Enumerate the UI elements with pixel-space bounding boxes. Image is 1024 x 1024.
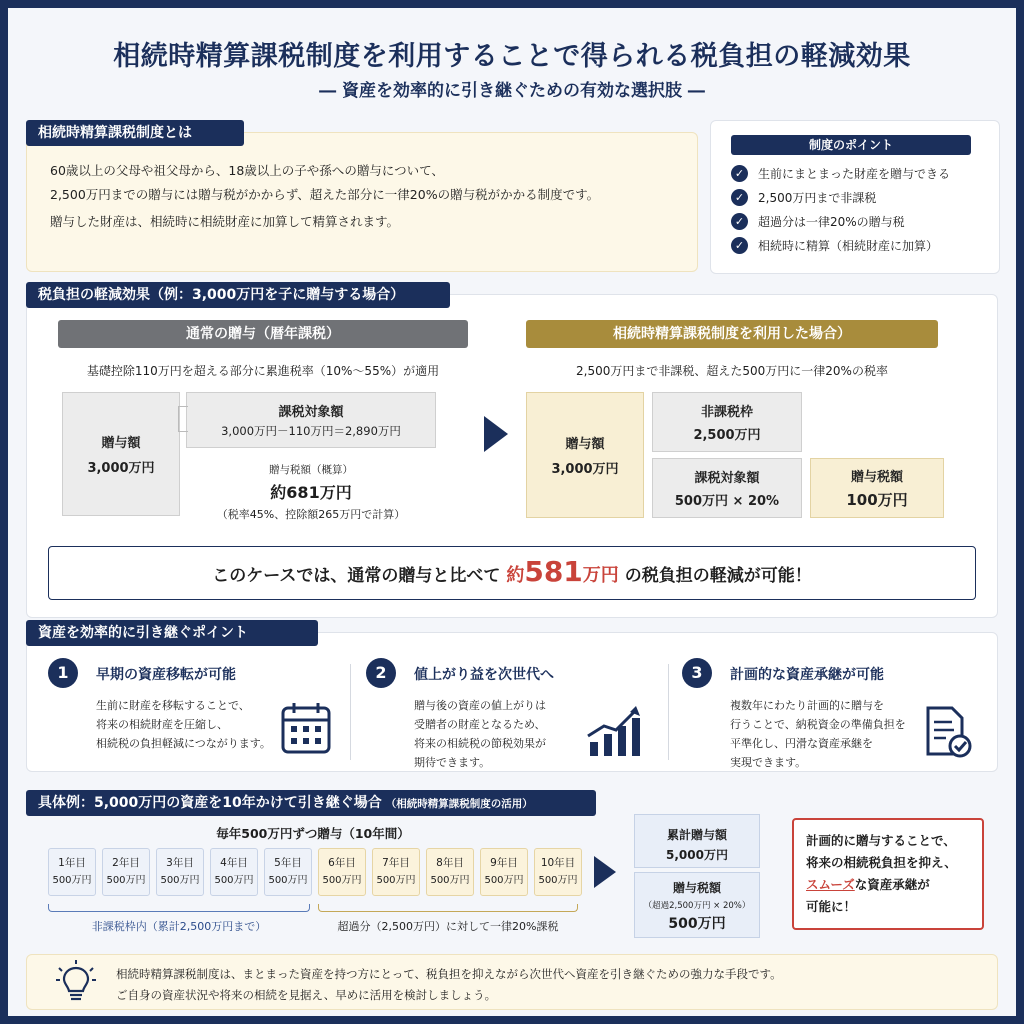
- special-gift-amount-box: 贈与額 3,000万円: [526, 392, 644, 518]
- check-icon: ✓: [731, 165, 748, 182]
- arrow-right-icon: [484, 416, 508, 452]
- year-box: 7年目 500万円: [372, 848, 420, 896]
- taxed-note: 超過分（2,500万円）に対して一律20%課税: [337, 920, 559, 933]
- lightbulb-icon: [56, 960, 96, 1004]
- bracket-line: [178, 406, 188, 432]
- normal-gift-label: 通常の贈与（暦年課税）: [58, 320, 468, 348]
- exempt-bracket: [48, 904, 310, 912]
- special-taxable-box: 課税対象額 500万円 × 20%: [652, 458, 802, 518]
- point-item: ✓ 2,500万円まで非課税: [731, 185, 991, 209]
- arrow-right-icon: [594, 856, 616, 888]
- normal-gift-amount-box: 贈与額 3,000万円: [62, 392, 180, 516]
- efficiency-item-2: 2 値上がり益を次世代へ 贈与後の資産の値上がりは 受贈者の財産となるため、 将来の相続税の節税効果が 期待できます。: [366, 658, 666, 762]
- point-item: ✓ 相続時に精算（相続財産に加算）: [731, 233, 991, 257]
- overview-heading: 相続時精算課税制度とは: [26, 120, 244, 146]
- result-banner: このケースでは、通常の贈与と比べて 約581万円 の税負担の軽減が可能！: [48, 546, 976, 600]
- schedule-title: 毎年500万円ずつ贈与（10年間）: [216, 826, 410, 841]
- divider: [350, 664, 351, 760]
- efficiency-heading: 資産を効率的に引き継ぐポイント: [26, 620, 318, 646]
- special-gift-label: 相続時精算課税制度を利用した場合）: [526, 320, 938, 348]
- year-box: 8年目 500万円: [426, 848, 474, 896]
- exempt-box: 非課税枠 2,500万円: [652, 392, 802, 452]
- page-title: 相続時精算課税制度を利用することで得られる税負担の軽減効果: [113, 41, 911, 72]
- overview-line-3: 贈与した財産は、相続時に相続財産に加算して精算されます。: [50, 214, 400, 229]
- total-gift-box: 累計贈与額 5,000万円: [634, 814, 760, 868]
- check-icon: ✓: [731, 237, 748, 254]
- efficiency-item-1: 1 早期の資産移転が可能 生前に財産を移転することで、 将来の相続財産を圧縮し、 相続税の負担軽減につながります。: [48, 658, 348, 762]
- divider: [668, 664, 669, 760]
- year-box: 4年目 500万円: [210, 848, 258, 896]
- year-box: 6年目 500万円: [318, 848, 366, 896]
- special-tax-box: 贈与税額 100万円: [810, 458, 944, 518]
- taxed-bracket: [318, 904, 578, 912]
- comparison-heading: 税負担の軽減効果（例：3,000万円を子に贈与する場合）: [26, 282, 450, 308]
- normal-taxable-box: 課税対象額 3,000万円－110万円＝2,890万円: [186, 392, 436, 448]
- callout-box: 計画的に贈与することで、 将来の相続税負担を抑え、 スムーズな資産承継が 可能に！: [792, 818, 984, 930]
- page-subtitle: ― 資産を効率的に引き継ぐための有効な選択肢 ―: [319, 81, 705, 101]
- check-icon: ✓: [731, 213, 748, 230]
- example-heading: 具体例：5,000万円の資産を10年かけて引き継ぐ場合 （相続時精算課税制度の活用）: [26, 790, 596, 816]
- total-tax-box: 贈与税額 （超過2,500万円 × 20%） 500万円: [634, 872, 760, 938]
- overview-line-2: 2,500万円までの贈与には贈与税がかからず、超えた部分に一律20%の贈与税がかかる制度です。: [50, 187, 600, 202]
- year-schedule: [48, 848, 578, 900]
- exempt-note: 非課税枠内（累計2,500万円まで）: [91, 920, 267, 933]
- points-list: [731, 161, 991, 257]
- overview-line-1: 60歳以上の父母や祖父母から、18歳以上の子や孫への贈与について、: [50, 163, 444, 178]
- calendar-icon: [280, 700, 332, 756]
- normal-gift-note: 基礎控除110万円を超える部分に累進税率（10%〜55%）が適用: [86, 364, 440, 378]
- points-panel: [710, 120, 1000, 274]
- efficiency-item-3: 3 計画的な資産承継が可能 複数年にわたり計画的に贈与を 行うことで、納税資金の準備負担を 平準化し、円滑な資産承継を 実現できます。: [682, 658, 982, 762]
- point-item: ✓ 超過分は一律20%の贈与税: [731, 209, 991, 233]
- year-box: 10年目 500万円: [534, 848, 582, 896]
- special-gift-note: 2,500万円まで非課税、超えた500万円に一律20%の税率: [576, 364, 888, 378]
- infographic-page: [8, 8, 1016, 1016]
- year-box: 5年目 500万円: [264, 848, 312, 896]
- year-box: 9年目 500万円: [480, 848, 528, 896]
- year-box: 3年目 500万円: [156, 848, 204, 896]
- point-item: ✓ 生前にまとまった財産を贈与できる: [731, 161, 991, 185]
- check-icon: ✓: [731, 189, 748, 206]
- growth-chart-icon: [584, 704, 644, 760]
- footer-text: 相続時精算課税制度は、まとまった資産を持つ方にとって、税負担を抑えながら次世代へ資産を引き継ぐための強力な手段です。 ご自身の資産状況や将来の相続を見据え、早めに活用を検討しましょう。: [116, 967, 782, 1002]
- normal-tax-block: 贈与税額（概算） 約681万円 （税率45%、控除額265万円で計算）: [216, 464, 406, 521]
- points-heading: 制度のポイント: [731, 135, 971, 155]
- year-box: 1年目 500万円: [48, 848, 96, 896]
- document-check-icon: [922, 704, 974, 760]
- year-box: 2年目 500万円: [102, 848, 150, 896]
